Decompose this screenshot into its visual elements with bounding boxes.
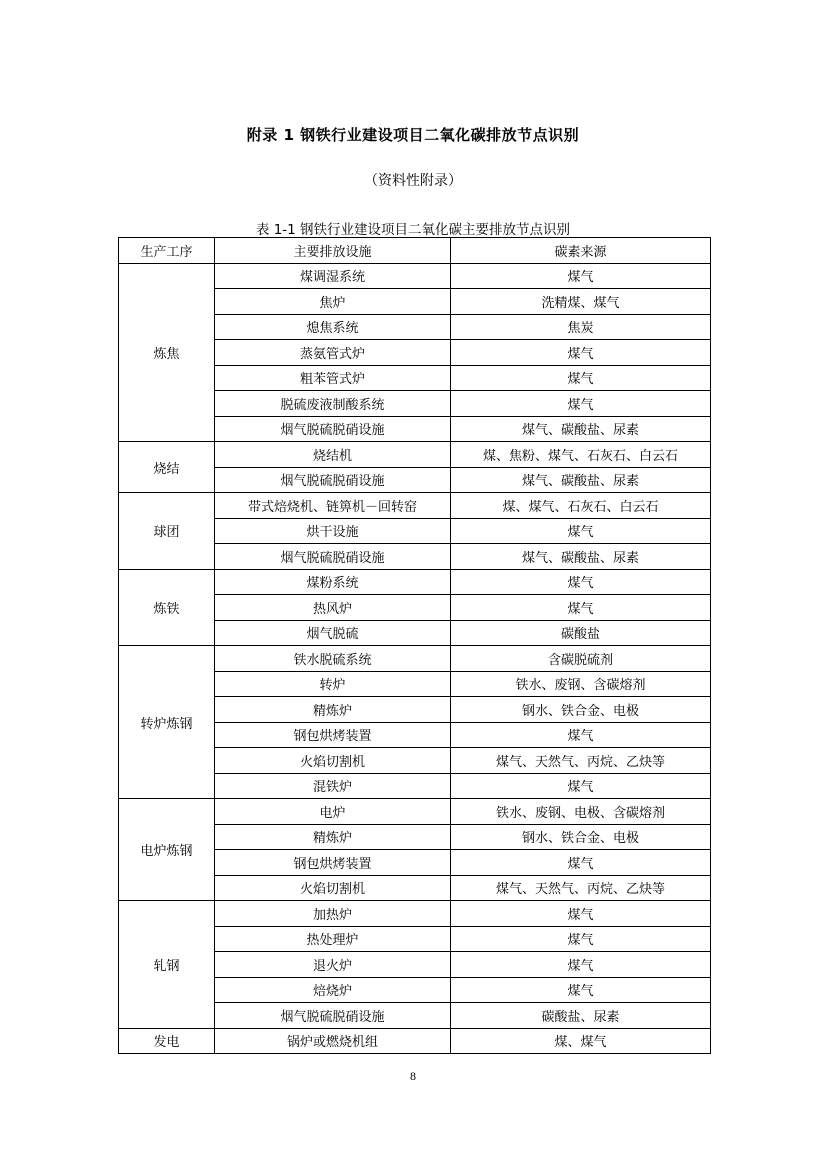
facility-cell: 锅炉或燃烧机组: [215, 1028, 451, 1054]
facility-cell: 蒸氨管式炉: [215, 340, 451, 366]
facility-cell: 火焰切割机: [215, 875, 451, 901]
table-row: [119, 442, 711, 468]
carbon-source-cell: 煤气、天然气、丙烷、乙炔等: [451, 875, 711, 901]
carbon-source-cell: 煤气: [451, 365, 711, 391]
header-carbon-source: 碳素来源: [451, 238, 711, 264]
table-body: [119, 263, 711, 1054]
facility-cell: 热处理炉: [215, 926, 451, 952]
facility-cell: 烧结机: [215, 442, 451, 468]
carbon-source-cell: 煤气、碳酸盐、尿素: [451, 467, 711, 493]
carbon-source-cell: 煤、焦粉、煤气、石灰石、白云石: [451, 442, 711, 468]
carbon-source-cell: 煤气: [451, 850, 711, 876]
process-cell: 转炉炼钢: [119, 646, 215, 799]
table-row: [119, 646, 711, 672]
facility-cell: 铁水脱硫系统: [215, 646, 451, 672]
carbon-source-cell: 煤气: [451, 263, 711, 289]
carbon-source-cell: 煤气: [451, 952, 711, 978]
process-cell: 烧结: [119, 442, 215, 493]
facility-cell: 煤调湿系统: [215, 263, 451, 289]
carbon-source-cell: 含碳脱硫剂: [451, 646, 711, 672]
facility-cell: 精炼炉: [215, 697, 451, 723]
facility-cell: 火焰切割机: [215, 748, 451, 774]
table-header-row: [119, 238, 711, 264]
facility-cell: 退火炉: [215, 952, 451, 978]
table-row: [119, 569, 711, 595]
facility-cell: 烟气脱硫脱硝设施: [215, 544, 451, 570]
appendix-subtitle: （资料性附录）: [364, 173, 462, 189]
carbon-source-cell: 煤气、天然气、丙烷、乙炔等: [451, 748, 711, 774]
process-cell: 发电: [119, 1028, 215, 1054]
facility-cell: 精炼炉: [215, 824, 451, 850]
facility-cell: 烟气脱硫脱硝设施: [215, 416, 451, 442]
carbon-source-cell: 钢水、铁合金、电极: [451, 824, 711, 850]
carbon-source-cell: 煤气: [451, 773, 711, 799]
facility-cell: 焦炉: [215, 289, 451, 315]
carbon-source-cell: 煤气: [451, 340, 711, 366]
carbon-source-cell: 煤气、碳酸盐、尿素: [451, 416, 711, 442]
process-cell: 电炉炼钢: [119, 799, 215, 901]
carbon-source-cell: 煤、煤气、石灰石、白云石: [451, 493, 711, 519]
carbon-source-cell: 铁水、废钢、电极、含碳熔剂: [451, 799, 711, 825]
appendix-title: 附录 1 钢铁行业建设项目二氧化碳排放节点识别: [246, 126, 580, 144]
facility-cell: 焙烧炉: [215, 977, 451, 1003]
carbon-source-cell: 碳酸盐: [451, 620, 711, 646]
process-cell: 轧钢: [119, 901, 215, 1029]
carbon-source-cell: 煤气: [451, 926, 711, 952]
page-number: 8: [410, 1069, 416, 1083]
facility-cell: 烟气脱硫: [215, 620, 451, 646]
facility-cell: 带式焙烧机、链箅机－回转窑: [215, 493, 451, 519]
carbon-source-cell: 铁水、废钢、含碳熔剂: [451, 671, 711, 697]
facility-cell: 钢包烘烤装置: [215, 722, 451, 748]
facility-cell: 熄焦系统: [215, 314, 451, 340]
process-cell: 球团: [119, 493, 215, 570]
carbon-source-cell: 煤气: [451, 722, 711, 748]
table-row: [119, 1028, 711, 1054]
facility-cell: 热风炉: [215, 595, 451, 621]
carbon-source-cell: 煤气: [451, 569, 711, 595]
facility-cell: 钢包烘烤装置: [215, 850, 451, 876]
carbon-source-cell: 煤、煤气: [451, 1028, 711, 1054]
facility-cell: 粗苯管式炉: [215, 365, 451, 391]
carbon-source-cell: 煤气: [451, 391, 711, 417]
header-facility: 主要排放设施: [215, 238, 451, 264]
carbon-source-cell: 煤气: [451, 595, 711, 621]
facility-cell: 加热炉: [215, 901, 451, 927]
carbon-source-cell: 煤气、碳酸盐、尿素: [451, 544, 711, 570]
facility-cell: 转炉: [215, 671, 451, 697]
facility-cell: 烟气脱硫脱硝设施: [215, 1003, 451, 1029]
table-caption: 表 1-1 钢铁行业建设项目二氧化碳主要排放节点识别: [255, 222, 571, 238]
carbon-source-cell: 碳酸盐、尿素: [451, 1003, 711, 1029]
table-row: [119, 263, 711, 289]
facility-cell: 烘干设施: [215, 518, 451, 544]
carbon-source-cell: 煤气: [451, 977, 711, 1003]
facility-cell: 脱硫废液制酸系统: [215, 391, 451, 417]
table-row: [119, 493, 711, 519]
facility-cell: 混铁炉: [215, 773, 451, 799]
table-row: [119, 901, 711, 927]
carbon-source-cell: 焦炭: [451, 314, 711, 340]
carbon-source-cell: 煤气: [451, 901, 711, 927]
facility-cell: 电炉: [215, 799, 451, 825]
carbon-source-cell: 煤气: [451, 518, 711, 544]
facility-cell: 烟气脱硫脱硝设施: [215, 467, 451, 493]
emission-nodes-table: [118, 237, 711, 1054]
facility-cell: 煤粉系统: [215, 569, 451, 595]
process-cell: 炼焦: [119, 263, 215, 442]
process-cell: 炼铁: [119, 569, 215, 646]
carbon-source-cell: 钢水、铁合金、电极: [451, 697, 711, 723]
header-process: 生产工序: [119, 238, 215, 264]
table-row: [119, 799, 711, 825]
carbon-source-cell: 洗精煤、煤气: [451, 289, 711, 315]
